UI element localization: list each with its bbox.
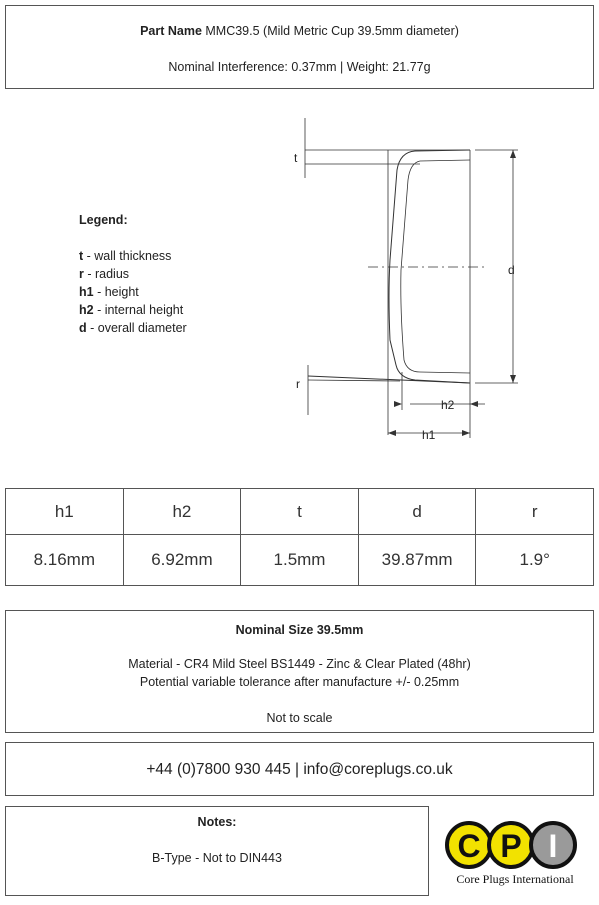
legend-symbol: h1: [79, 285, 94, 299]
dimensions-table: [5, 488, 594, 586]
nominal-title: Nominal Size 39.5mm: [235, 623, 364, 637]
legend-description: - wall thickness: [83, 249, 172, 263]
header-h1: h1: [6, 489, 124, 535]
header-r: r: [476, 489, 594, 535]
legend-title: Legend:: [79, 213, 128, 227]
logo-caption: Core Plugs International: [456, 872, 574, 886]
label-h2: h2: [441, 398, 455, 412]
value-h1: 8.16mm: [6, 535, 124, 586]
legend-description: - internal height: [93, 303, 184, 317]
legend-item: [79, 301, 187, 319]
legend-symbol: r: [79, 267, 84, 281]
legend-description: - radius: [83, 267, 130, 281]
contact-box: [5, 742, 594, 796]
header-d: d: [358, 489, 476, 535]
label-r: r: [296, 377, 300, 391]
legend-item: [79, 319, 187, 337]
part-header-box: [5, 5, 594, 89]
notes-title: Notes:: [197, 815, 237, 829]
header-h2: h2: [123, 489, 241, 535]
legend-item: [79, 247, 187, 265]
part-name-line: [6, 24, 593, 38]
value-h2: 6.92mm: [123, 535, 241, 586]
legend-description: - height: [93, 285, 139, 299]
specs-line: Nominal Interference: 0.37mm | Weight: 21.77g: [168, 60, 431, 74]
legend-item: [79, 265, 187, 283]
header-t: t: [241, 489, 359, 535]
notes-box: [5, 806, 429, 896]
legend: [79, 211, 187, 337]
scale-note: Not to scale: [266, 711, 333, 725]
legend-description: - overall diameter: [86, 321, 187, 335]
material-line: Material - CR4 Mild Steel BS1449 - Zinc & Clear Plated (48hr): [128, 657, 471, 671]
nominal-size-box: [5, 610, 594, 733]
legend-symbol: t: [79, 249, 84, 263]
logo-letter-c: C: [457, 828, 481, 864]
legend-symbol: d: [79, 321, 87, 335]
label-h1: h1: [422, 428, 436, 442]
value-r: 1.9°: [476, 535, 594, 586]
table-values-row: [6, 535, 594, 586]
contact-line[interactable]: +44 (0)7800 930 445 | info@coreplugs.co.uk: [146, 761, 453, 778]
table-header-row: [6, 489, 594, 535]
tolerance-line: Potential variable tolerance after manufacture +/- 0.25mm: [139, 675, 460, 689]
part-name-value: MMC39.5 (Mild Metric Cup 39.5mm diameter): [201, 24, 459, 38]
part-name-label: Part Name: [140, 24, 202, 38]
label-d: d: [508, 263, 515, 277]
legend-symbol: h2: [79, 303, 94, 317]
notes-text: B-Type - Not to DIN443: [152, 851, 282, 865]
legend-item: [79, 283, 187, 301]
cup-cross-section-drawing: [280, 110, 540, 450]
label-t: t: [294, 151, 298, 165]
logo-letter-p: P: [500, 828, 522, 864]
logo-letter-i: I: [548, 828, 558, 864]
value-d: 39.87mm: [358, 535, 476, 586]
value-t: 1.5mm: [241, 535, 359, 586]
